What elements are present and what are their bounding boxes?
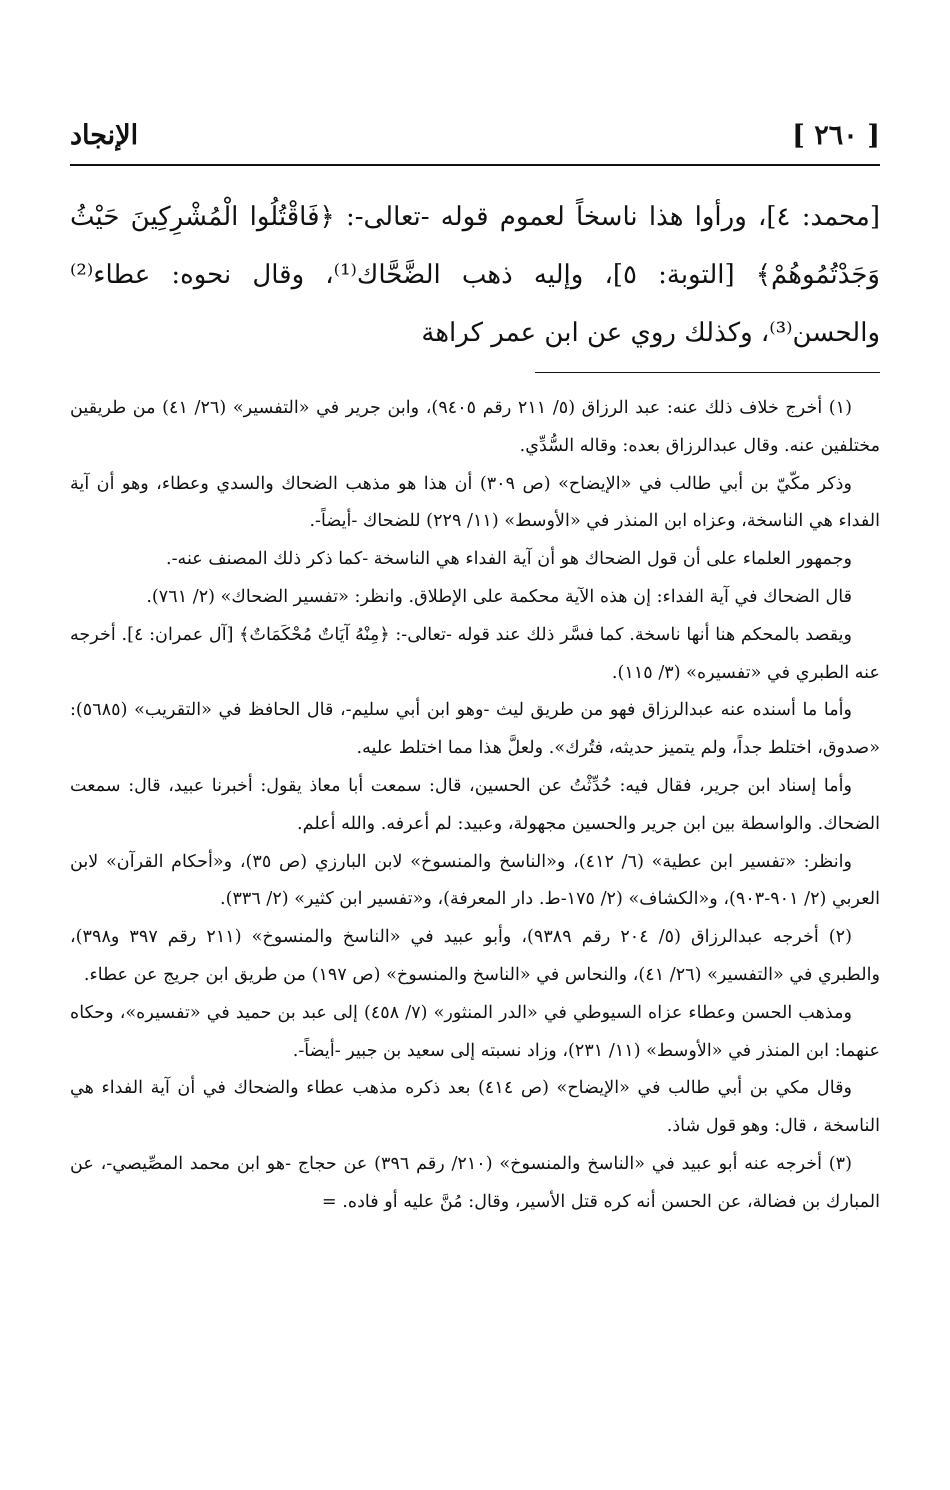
footnote-paragraph: وجمهور العلماء على أن قول الضحاك هو أن آية الفداء هي الناسخة -كما ذكر ذلك المصنف عنه-.	[166, 549, 852, 570]
main-paragraph: [محمد: ٤]، ورأوا هذا ناسخاً لعموم قوله -تعالى-: ﴿فَاقْتُلُوا الْمُشْرِكِينَ حَيْثُ وَجَدْتُمُوهُمْ﴾ [التوبة: ٥]، وإليه ذهب الضَّحَّاك⁽¹⁾، وقال نحوه: عطاء⁽²⁾ والحسن⁽³⁾، وكذلك روي عن ابن عمر كراهة	[70, 202, 880, 348]
main-text	[70, 188, 880, 362]
footnotes	[70, 390, 880, 1222]
footnote-paragraph: قال الضحاك في آية الفداء: إن هذه الآية محكمة على الإطلاق. وانظر: «تفسير الضحاك» (٢/ ٧٦١).	[146, 586, 852, 607]
footnote-paragraph: وذكر مكّيّ بن أبي طالب في «الإيضاح» (ص ٣٠٩) أن هذا هو مذهب الضحاك والسدي وعطاء، وهو أن آية الفداء هي الناسخة، وعزاه ابن المنذر في «الأوسط» (١١/ ٢٢٩) للضحاك -أيضاً-.	[70, 473, 880, 532]
footnote-paragraph: وأما إسناد ابن جرير، فقال فيه: حُدِّثْتُ عن الحسين، قال: سمعت أبا معاذ يقول: أخبرنا عبيد، قال: سمعت الضحاك. والواسطة بين ابن جرير والحسين مجهولة، وعبيد: لم أعرفه. والله أعلم.	[70, 775, 880, 834]
footnote-3: (٣) أخرجه عنه أبو عبيد في «الناسخ والمنسوخ» (٢١٠/ رقم ٣٩٦) عن حجاج -هو ابن محمد المصِّيصي-، عن المبارك بن فضالة، عن الحسن أنه كره قتل الأسير، وقال: مُنَّ عليه أو فاده. =	[70, 1153, 880, 1212]
footnote-separator	[535, 372, 880, 373]
footnote-paragraph: وانظر: «تفسير ابن عطية» (٦/ ٤١٢)، و«الناسخ والمنسوخ» لابن البارزي (ص ٣٥)، و«أحكام القرآن» لابن العربي (٢/ ٩٠١-٩٠٣)، و«الكشاف» (٢/ ١٧٥-ط. دار المعرفة)، و«تفسير ابن كثير» (٢/ ٣٣٦).	[70, 851, 880, 910]
running-title: الإنجاد	[70, 120, 139, 151]
footnote-paragraph: ومذهب الحسن وعطاء عزاه السيوطي في «الدر المنثور» (٧/ ٤٥٨) إلى عبد بن حميد في «تفسيره»، وحكاه عنهما: ابن المنذر في «الأوسط» (١١/ ٢٣١)، وزاد نسبته إلى سعيد بن جبير -أيضاً-.	[70, 1002, 880, 1061]
page-number: [ ٢٦٠ ]	[792, 120, 880, 151]
footnote-1: (١) أخرج خلاف ذلك عنه: عبد الرزاق (٥/ ٢١١ رقم ٩٤٠٥)، وابن جرير في «التفسير» (٢٦/ ٤١) من طريقين مختلفين عنه. وقال عبدالرزاق بعده: وقاله السُّدِّي.	[70, 398, 880, 456]
page-header	[70, 118, 880, 166]
footnote-paragraph: ويقصد بالمحكم هنا أنها ناسخة. كما فسَّر ذلك عند قوله -تعالى-: ﴿مِنْهُ آيَاتٌ مُحْكَمَاتٌ﴾ [آل عمران: ٤]. أخرجه عنه الطبري في «تفسيره» (٣/ ١١٥).	[70, 624, 880, 683]
footnote-2: (٢) أخرجه عبدالرزاق (٥/ ٢٠٤ رقم ٩٣٨٩)، وأبو عبيد في «الناسخ والمنسوخ» (٢١١ رقم ٣٩٧ و٣٩٨)، والطبري في «التفسير» (٢٦/ ٤١)، والنحاس في «الناسخ والمنسوخ» (ص ١٩٧) من طريق ابن جريج عن عطاء.	[70, 927, 880, 985]
footnote-paragraph: وقال مكي بن أبي طالب في «الإيضاح» (ص ٤١٤) بعد ذكره مذهب عطاء والضحاك في أن آية الفداء هي الناسخة ، قال: وهو قول شاذ.	[70, 1078, 880, 1137]
footnote-paragraph: وأما ما أسنده عنه عبدالرزاق فهو من طريق ليث -وهو ابن أبي سليم-، قال الحافظ في «التقريب» (٥٦٨٥): «صدوق، اختلط جداً، ولم يتميز حديثه، فتُرك». ولعلَّ هذا مما اختلط عليه.	[70, 700, 880, 759]
